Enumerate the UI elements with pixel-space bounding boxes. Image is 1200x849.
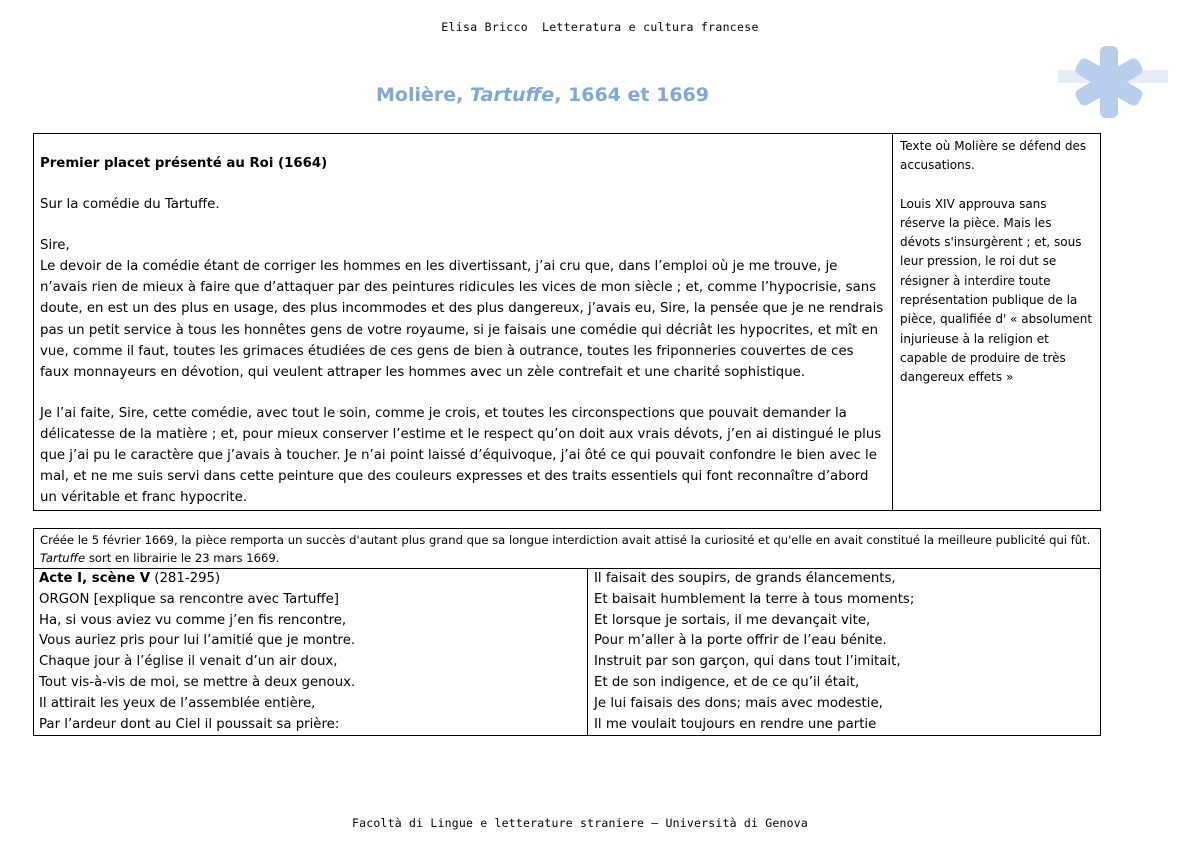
title-dates: , 1664 et 1669	[554, 84, 709, 106]
placet-salutation: Sire,	[40, 238, 70, 254]
placet-paragraph-1: Le devoir de la comédie étant de corriger les hommes en les divertissant, j’ai cru que, dans l’emploi où je me trouve, je n’avais rien de mieux à faire que d’attaquer par des peintures ridicules les vices de mon siècle ; et, comme l’hypocrisie, sans doute, en est un des plus en usage, des plus incommodes et des plus dangereux, j’avais eu, Sire, la pensée que je ne rendrais pas un petit service à tous les honnêtes gens de votre royaume, si je faisais une comédie qui décriât les hypocrites, et mît en vue, comme il faut, toutes les grimaces étudiées de ces gens de bien à outrance, toutes les friponneries couvertes de ces faux monnayeurs en dévotion, qui veulent attraper les hommes avec un zèle contrefait et une charité sophistique.	[40, 259, 884, 380]
page-title	[0, 84, 1085, 106]
placet-paragraph-2: Je l’ai faite, Sire, cette comédie, avec tout le soin, comme je crois, et toutes les circonspections que pouvait demander la délicatesse de la matière ; et, pour mieux conserver l’estime et le respect qu’on doit aux vrais dévots, j’en ai distingué le plus que j’ai pu le caractère que j’avais à toucher. Je n’ai point laissé d’équivoque, j’ai ôté ce qui pouvait confondre le bien avec le mal, et ne me suis servi dans cette peinture que des couleurs expresses et des traits essentiels qui font reconnaître d’abord un véritable et franc hypocrite.	[40, 405, 882, 506]
creation-note	[34, 529, 1101, 569]
placet-cell	[34, 134, 893, 511]
note-text-1: Créée le 5 février 1669, la pièce remporta un succès d'autant plus grand que sa longue interdiction avait attisé la curiosité et qu'elle en avait constitué la meilleure publicité qui fût.	[40, 533, 1091, 547]
sidenote-cell	[893, 134, 1101, 511]
act-label: Acte I, scène V	[39, 571, 151, 586]
placet-subtitle: Sur la comédie du Tartuffe.	[40, 197, 220, 213]
act-range: (281-295)	[150, 571, 221, 586]
header-course: Letteratura e cultura francese	[541, 20, 759, 34]
verse-line: Chaque jour à l’église il venait d’un air doux,	[39, 654, 338, 670]
title-author: Molière,	[376, 84, 470, 106]
verse-line: Pour m’aller à la porte offrir de l’eau bénite.	[594, 633, 887, 649]
note-text-2: sort en librairie le 23 mars 1669.	[85, 551, 280, 565]
note-work: Tartuffe	[40, 551, 86, 565]
verses-table	[33, 568, 1101, 736]
placet-heading: Premier placet présenté au Roi (1664)	[40, 156, 328, 171]
sidenote-body: Louis XIV approuva sans réserve la pièce. Mais les dévots s'insurgèrent ; et, sous leur pression, le roi dut se résigner à interdire toute représentation publique de la pièce, qualifiée d' « absolument injurieuse à la religion et capable de produire de très dangereux effets »	[900, 196, 1093, 385]
verse-line: Par l’ardeur dont au Ciel il poussait sa prière:	[39, 716, 340, 732]
verse-line: Et lorsque je sortais, il me devançait vite,	[594, 612, 871, 628]
verse-line: Il faisait des soupirs, de grands élancements,	[594, 571, 896, 586]
title-work: Tartuffe	[469, 84, 555, 106]
placet-table	[33, 133, 1101, 511]
verse-line: Instruit par son garçon, qui dans tout l’imitait,	[594, 654, 901, 670]
verse-line: Ha, si vous aviez vu comme j’en fis rencontre,	[39, 612, 347, 628]
note-table	[33, 528, 1101, 569]
verse-line: Vous auriez pris pour lui l’amitié que je montre.	[39, 633, 356, 649]
verse-line: Tout vis-à-vis de moi, se mettre à deux genoux.	[39, 674, 356, 690]
verse-line: Et de son indigence, et de ce qu’il était,	[594, 674, 860, 690]
verses-left-column	[34, 569, 588, 736]
asterisk-icon	[1058, 42, 1168, 124]
verse-line: Il me voulait toujours en rendre une partie	[594, 716, 877, 732]
verse-line: Il attirait les yeux de l’assemblée entière,	[39, 695, 316, 711]
sidenote-intro: Texte où Molière se défend des accusations.	[900, 139, 1087, 173]
verse-line: Je lui faisais des dons; mais avec modestie,	[594, 695, 883, 711]
verse-line: Et baisait humblement la terre à tous moments;	[594, 591, 915, 607]
page-header	[0, 20, 1200, 34]
act-heading	[39, 569, 587, 590]
verse-line: ORGON [explique sa rencontre avec Tartuffe]	[39, 591, 339, 607]
header-author: Elisa Bricco	[441, 20, 528, 34]
page-footer: Facoltà di Lingue e letterature straniere – Università di Genova	[352, 816, 808, 830]
verses-right-column	[588, 569, 1101, 736]
